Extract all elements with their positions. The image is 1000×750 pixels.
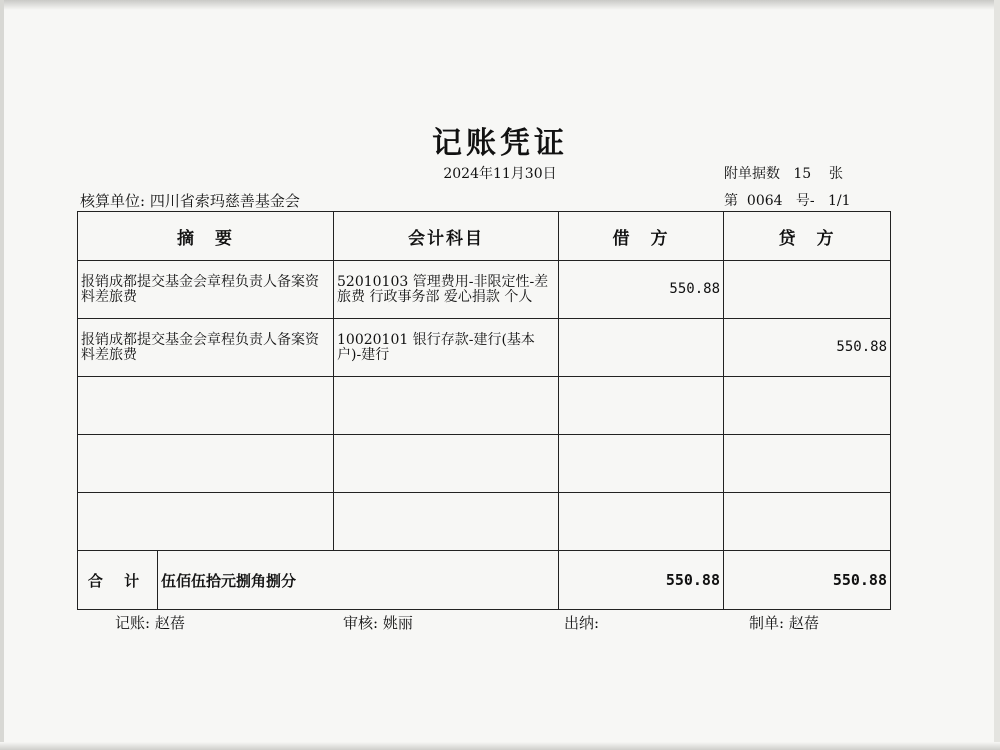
table-row [78,261,891,319]
entry-debit: 550.88 [559,261,724,319]
entry-summary: 报销成都提交基金会章程负责人备案资料差旅费 [78,319,334,377]
total-amount-words: 伍佰伍拾元捌角捌分 [158,551,559,610]
voucher-title: 记账凭证 [432,126,568,161]
voucher-prefix: 第 [724,193,738,209]
table-row [78,377,891,435]
attachment-count [724,163,843,183]
voucher-table [77,211,891,610]
total-debit: 550.88 [559,551,724,610]
table-row [78,435,891,493]
scan-edge [0,742,1000,750]
entry-debit [559,493,724,551]
attachment-label: 附单据数 [724,166,780,182]
voucher-suffix: 号- [795,193,815,209]
voucher-number-value: 0064 [746,193,783,209]
reviewer-signature: 审核: 姚丽 [343,614,413,632]
header-credit: 贷 方 [724,212,891,261]
bookkeeper-signature: 记账: 赵蓓 [115,614,185,632]
entry-summary: 报销成都提交基金会章程负责人备案资料差旅费 [78,261,334,319]
voucher-page: 1/1 [828,193,851,209]
scan-edge [0,0,1000,10]
scan-edge [0,0,4,750]
total-credit: 550.88 [724,551,891,610]
entry-account: 10020101 银行存款-建行(基本户)-建行 [334,319,559,377]
entry-account [334,493,559,551]
entry-account [334,435,559,493]
voucher-date: 2024年11月30日 [443,166,557,182]
total-row [78,551,891,610]
entry-account [334,377,559,435]
entry-credit [724,261,891,319]
entry-summary [78,435,334,493]
voucher-number [724,190,851,210]
table-row [78,319,891,377]
entry-debit [559,435,724,493]
entry-account: 52010103 管理费用-非限定性-差旅费 行政事务部 爱心捐款 个人 [334,261,559,319]
entry-summary [78,493,334,551]
entry-credit [724,435,891,493]
table-row [78,493,891,551]
scan-edge [994,0,1000,750]
header-debit: 借 方 [559,212,724,261]
unit-label: 核算单位: [80,192,146,210]
total-label: 合 计 [78,551,158,610]
header-summary: 摘 要 [78,212,334,261]
attachment-unit: 张 [829,166,843,182]
entry-credit: 550.88 [724,319,891,377]
unit-value: 四川省索玛慈善基金会 [149,192,300,210]
table-header [78,212,891,261]
entry-credit [724,493,891,551]
entry-debit [559,377,724,435]
preparer-signature: 制单: 赵蓓 [749,614,819,632]
entry-debit [559,319,724,377]
header-account: 会计科目 [334,212,559,261]
entry-credit [724,377,891,435]
attachment-number: 15 [793,166,812,182]
cashier-signature: 出纳: [564,614,600,632]
entry-summary [78,377,334,435]
accounting-unit [80,190,300,211]
